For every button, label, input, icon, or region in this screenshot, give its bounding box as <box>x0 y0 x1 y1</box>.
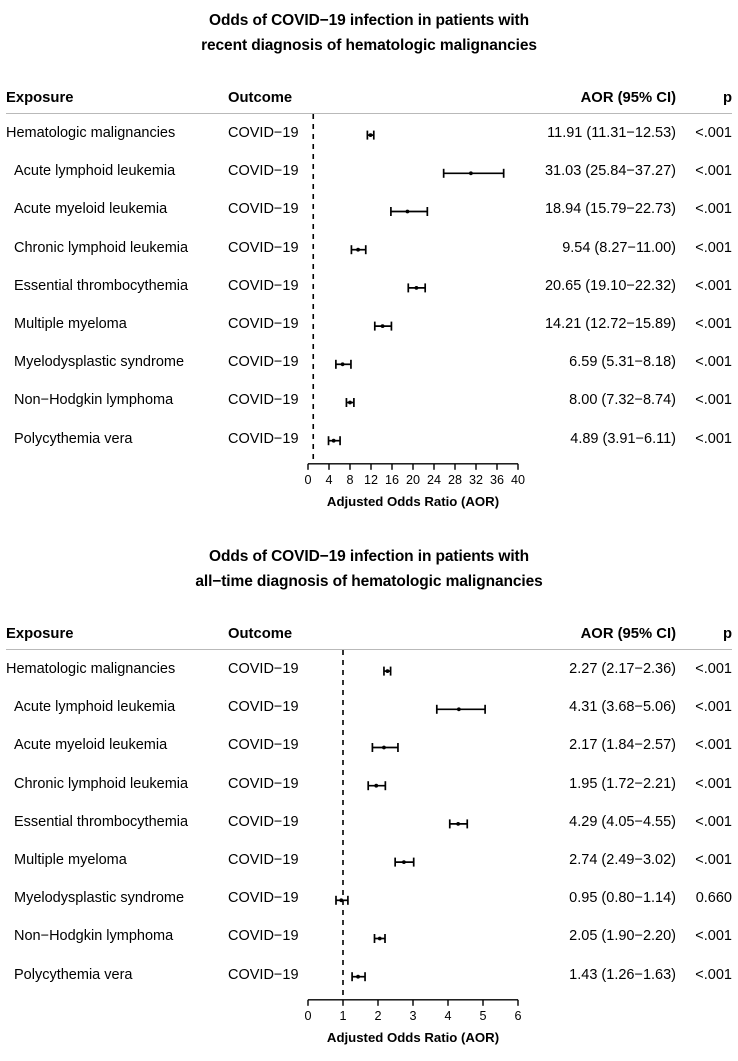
row-p-value: <.001 <box>695 661 732 677</box>
x-axis-tick-label: 0 <box>304 472 312 487</box>
row-aor-value: 6.59 (5.31−8.18) <box>569 354 676 371</box>
row-aor-value: 1.95 (1.72−2.21) <box>569 775 676 792</box>
row-aor-value: 11.91 (11.31−12.53) <box>547 125 676 141</box>
row-exposure-label: Hematologic malignancies <box>6 125 176 141</box>
row-p-value: <.001 <box>695 201 732 218</box>
table-body <box>6 116 732 460</box>
x-axis-tick-label: 4 <box>444 1008 452 1023</box>
row-outcome-label: COVID−19 <box>228 163 299 180</box>
row-aor-value: 8.00 (7.32−8.74) <box>569 392 676 409</box>
row-aor-value: 4.29 (4.05−4.55) <box>569 813 676 830</box>
row-outcome-label: COVID−19 <box>228 699 299 716</box>
x-axis-tick-label: 5 <box>479 1008 487 1023</box>
forest-panel-recent-diagnosis <box>0 0 738 530</box>
row-aor-value: 2.74 (2.49−3.02) <box>569 851 676 868</box>
header-divider <box>6 113 732 114</box>
row-outcome-label: COVID−19 <box>228 239 299 256</box>
table-row <box>6 422 732 460</box>
row-exposure-label: Multiple myeloma <box>14 315 127 332</box>
row-outcome-label: COVID−19 <box>228 315 299 332</box>
row-exposure-label: Non−Hodgkin lymphoma <box>14 392 174 409</box>
row-exposure-label: Hematologic malignancies <box>6 661 176 677</box>
row-p-value: <.001 <box>695 354 732 371</box>
row-p-value: <.001 <box>695 851 732 868</box>
row-p-value: <.001 <box>695 392 732 409</box>
table-row <box>6 383 732 421</box>
table-header-row <box>6 622 732 652</box>
table-row <box>6 652 732 690</box>
row-outcome-label: COVID−19 <box>228 737 299 754</box>
x-axis-tick-label: 6 <box>514 1008 522 1023</box>
panel-title-line-2: all−time diagnosis of hematologic malignancies <box>195 573 543 590</box>
row-outcome-label: COVID−19 <box>228 277 299 294</box>
table-row <box>6 345 732 383</box>
forest-panel-all-time-diagnosis <box>0 530 738 1061</box>
x-axis-tick-label: 0 <box>304 1008 312 1023</box>
x-axis-tick-label: 40 <box>510 472 526 487</box>
x-axis-tick-label: 16 <box>384 472 400 487</box>
column-header-aor: AOR (95% CI) <box>580 90 676 106</box>
x-axis-tick-label: 3 <box>409 1008 417 1023</box>
panel-title <box>0 0 738 58</box>
row-p-value: <.001 <box>695 239 732 256</box>
table-row <box>6 192 732 230</box>
row-p-value: <.001 <box>695 315 732 332</box>
row-aor-value: 18.94 (15.79−22.73) <box>544 201 676 218</box>
row-p-value: <.001 <box>695 277 732 294</box>
row-aor-value: 0.95 (0.80−1.14) <box>569 890 676 907</box>
row-outcome-label: COVID−19 <box>228 430 299 447</box>
x-axis-0 <box>6 460 732 516</box>
row-aor-value: 2.17 (1.84−2.57) <box>569 737 676 754</box>
row-p-value: <.001 <box>695 163 732 180</box>
table-row <box>6 919 732 957</box>
table-row <box>6 843 732 881</box>
table-row <box>6 269 732 307</box>
x-axis-tick-label: 4 <box>325 472 333 487</box>
row-exposure-label: Essential thrombocythemia <box>14 813 189 830</box>
row-outcome-label: COVID−19 <box>228 354 299 371</box>
table-row <box>6 728 732 766</box>
column-header-aor: AOR (95% CI) <box>580 626 676 642</box>
row-aor-value: 4.31 (3.68−5.06) <box>569 699 676 716</box>
row-exposure-label: Acute myeloid leukemia <box>14 737 168 754</box>
row-exposure-label: Myelodysplastic syndrome <box>14 354 185 371</box>
row-p-value: <.001 <box>695 813 732 830</box>
row-aor-value: 2.05 (1.90−2.20) <box>569 928 676 945</box>
row-outcome-label: COVID−19 <box>228 890 299 907</box>
table-row <box>6 116 732 154</box>
x-axis-tick-label: 2 <box>374 1008 382 1023</box>
panel-title-line-1: Odds of COVID−19 infection in patients with <box>209 548 529 565</box>
row-aor-value: 9.54 (8.27−11.00) <box>562 239 676 256</box>
row-exposure-label: Polycythemia vera <box>14 966 133 983</box>
row-outcome-label: COVID−19 <box>228 125 299 141</box>
column-header-exposure: Exposure <box>6 626 74 642</box>
column-header-outcome: Outcome <box>228 626 293 642</box>
row-exposure-label: Multiple myeloma <box>14 851 127 868</box>
x-axis-tick-label: 8 <box>346 472 354 487</box>
row-exposure-label: Acute lymphoid leukemia <box>14 699 176 716</box>
row-outcome-label: COVID−19 <box>228 392 299 409</box>
row-exposure-label: Polycythemia vera <box>14 430 133 447</box>
panel-title-line-1: Odds of COVID−19 infection in patients with <box>209 12 529 29</box>
x-axis-tick-label: 24 <box>426 472 442 487</box>
row-p-value: 0.660 <box>695 890 732 907</box>
row-aor-value: 2.27 (2.17−2.36) <box>569 661 676 677</box>
table-row <box>6 307 732 345</box>
row-outcome-label: COVID−19 <box>228 661 299 677</box>
column-header-exposure: Exposure <box>6 90 74 106</box>
header-divider <box>6 649 732 650</box>
row-p-value: <.001 <box>695 699 732 716</box>
row-outcome-label: COVID−19 <box>228 775 299 792</box>
row-exposure-label: Non−Hodgkin lymphoma <box>14 928 174 945</box>
column-header-outcome: Outcome <box>228 90 293 106</box>
table-body <box>6 652 732 996</box>
table-row <box>6 231 732 269</box>
table-header-row <box>6 86 732 116</box>
column-header-p: p <box>722 90 732 106</box>
panel-title <box>0 530 738 594</box>
x-axis-tick-label: 12 <box>363 472 379 487</box>
table-row <box>6 958 732 996</box>
row-exposure-label: Essential thrombocythemia <box>14 277 189 294</box>
panel-title-line-2: recent diagnosis of hematologic malignancies <box>201 37 537 54</box>
x-axis-title-text: Adjusted Odds Ratio (AOR) <box>326 493 500 509</box>
row-p-value: <.001 <box>695 775 732 792</box>
row-aor-value: 4.89 (3.91−6.11) <box>570 430 676 447</box>
row-exposure-label: Myelodysplastic syndrome <box>14 890 185 907</box>
table-row <box>6 805 732 843</box>
x-axis-tick-label: 32 <box>468 472 484 487</box>
row-exposure-label: Acute myeloid leukemia <box>14 201 168 218</box>
table-row <box>6 881 732 919</box>
row-p-value: <.001 <box>695 430 732 447</box>
x-axis-tick-label: 36 <box>489 472 505 487</box>
row-p-value: <.001 <box>695 966 732 983</box>
table-row <box>6 690 732 728</box>
x-axis-1 <box>6 996 732 1052</box>
row-aor-value: 1.43 (1.26−1.63) <box>569 966 676 983</box>
row-aor-value: 31.03 (25.84−37.27) <box>544 163 676 180</box>
column-header-p: p <box>722 626 732 642</box>
row-p-value: <.001 <box>695 737 732 754</box>
row-p-value: <.001 <box>695 928 732 945</box>
x-axis-tick-label: 1 <box>339 1008 347 1023</box>
row-aor-value: 20.65 (19.10−22.32) <box>544 277 676 294</box>
x-axis-tick-label: 20 <box>405 472 421 487</box>
row-exposure-label: Acute lymphoid leukemia <box>14 163 176 180</box>
row-aor-value: 14.21 (12.72−15.89) <box>544 315 676 332</box>
x-axis-title-text: Adjusted Odds Ratio (AOR) <box>326 1029 500 1045</box>
forest-table <box>6 622 732 1052</box>
x-axis-tick-label: 28 <box>447 472 463 487</box>
row-outcome-label: COVID−19 <box>228 966 299 983</box>
table-row <box>6 154 732 192</box>
row-outcome-label: COVID−19 <box>228 813 299 830</box>
row-exposure-label: Chronic lymphoid leukemia <box>14 775 189 792</box>
forest-table <box>6 86 732 516</box>
row-outcome-label: COVID−19 <box>228 201 299 218</box>
row-exposure-label: Chronic lymphoid leukemia <box>14 239 189 256</box>
row-outcome-label: COVID−19 <box>228 851 299 868</box>
row-p-value: <.001 <box>695 125 732 141</box>
row-outcome-label: COVID−19 <box>228 928 299 945</box>
table-row <box>6 767 732 805</box>
